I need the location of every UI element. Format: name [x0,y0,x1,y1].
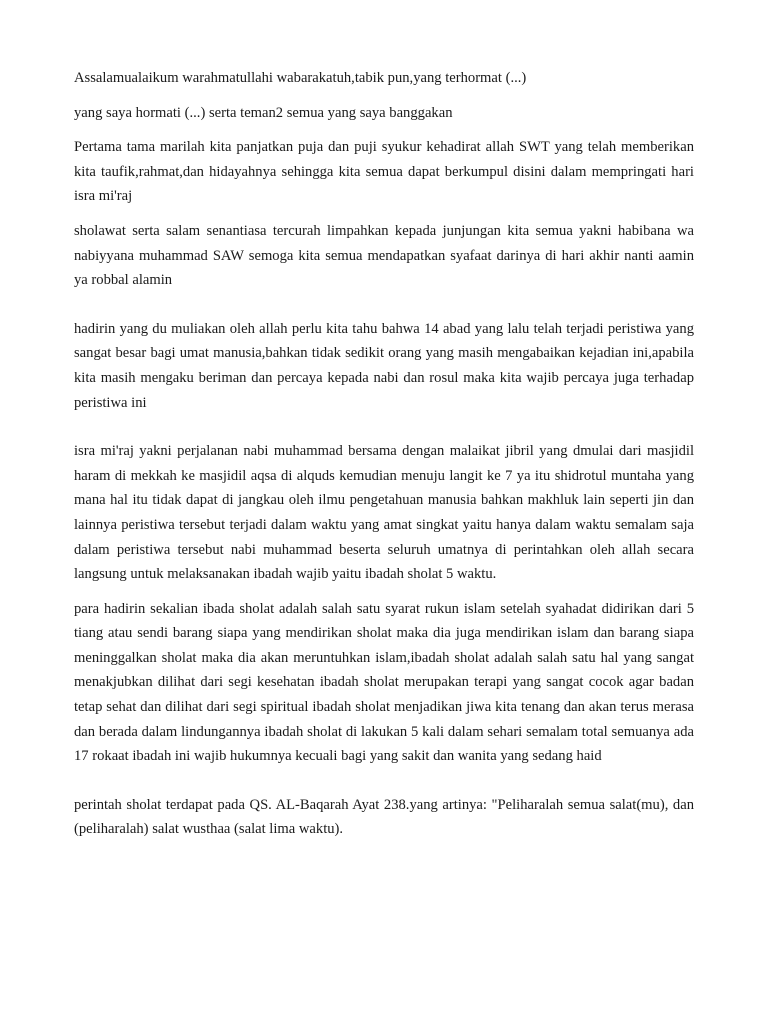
sholawat-paragraph: sholawat serta salam senantiasa tercurah limpahkan kepada junjungan kita semua yakni habibana wa nabiyyana muhammad SAW semoga kita semua mendapatkan syafaat darinya di hari akhir nanti aamin ya robbal alamin [74,222,694,289]
isra-miraj-paragraph: isra mi'raj yakni perjalanan nabi muhammad bersama dengan malaikat jibril yang dmulai dari masjidil haram di mekkah ke masjidil aqsa di alquds kemudian menuju langit ke 7 ya itu shidrotul muntaha yang mana hal itu tidak dapat di jangkau oleh ilmu pengetahuan manusia bahkan makhluk lain seperti jin dan lainnya peristiwa tersebut terjadi dalam waktu yang amat singkat yaitu hanya dalam waktu semalam saja dalam peristiwa tersebut nabi muhammad beserta seluruh umatnya di perintahkan oleh allah secara langsung untuk melaksanakan ibadah wajib yaitu ibadah sholat 5 waktu. [74,443,694,583]
opening-gratitude-paragraph: Pertama tama marilah kita panjatkan puja dan puji syukur kehadirat allah SWT yang telah memberikan kita taufik,rahmat,dan hidayahnya sehingga kita semua dapat berkumpul disini dalam mempringati hari isra mi'raj [74,139,694,205]
honorifics-paragraph: yang saya hormati (...) serta teman2 semua yang saya banggakan [74,104,453,121]
greeting-paragraph: Assalamualaikum warahmatullahi wabarakatuh,tabik pun,yang terhormat (...) [74,70,527,86]
sholat-importance-paragraph: para hadirin sekalian ibada sholat adalah salah satu syarat rukun islam setelah syahadat didirikan dari 5 tiang atau sendi barang siapa yang mendirikan sholat maka dia juga mendirikan islam dan barang siapa meninggalkan sholat maka dia akan meruntuhkan islam,ibadah sholat adalah salah satu hal yang sangat menakjubkan dilihat dari segi kesehatan ibadah sholat merupakan terapi yang sangat cocok agar badan tetap sehat dan dilihat dari segi spiritual ibadah sholat menjadikan jiwa kita tenang dan akan terus merasa dan berada dalam lindungannya ibadah sholat di lakukan 5 kali dalam sehari semalam total semuanya ada 17 rokaat ibadah ini wajib hukumnya kecuali bagi yang sakit dan wanita yang sedang haid [74,600,694,765]
quran-reference-paragraph: perintah sholat terdapat pada QS. AL-Baqarah Ayat 238.yang artinya: "Peliharalah semua salat(mu), dan (peliharalah) salat wusthaa (salat lima waktu). [74,796,694,838]
document-page [74,66,694,852]
introduction-paragraph: hadirin yang du muliakan oleh allah perlu kita tahu bahwa 14 abad yang lalu telah terjadi peristiwa yang sangat besar bagi umat manusia,bahkan tidak sedikit orang yang masih mengabaikan kejadian ini,apabila kita masih mengaku beriman dan percaya kepada nabi dan rosul maka kita wajib percaya juga terhadap peristiwa ini [74,320,694,411]
